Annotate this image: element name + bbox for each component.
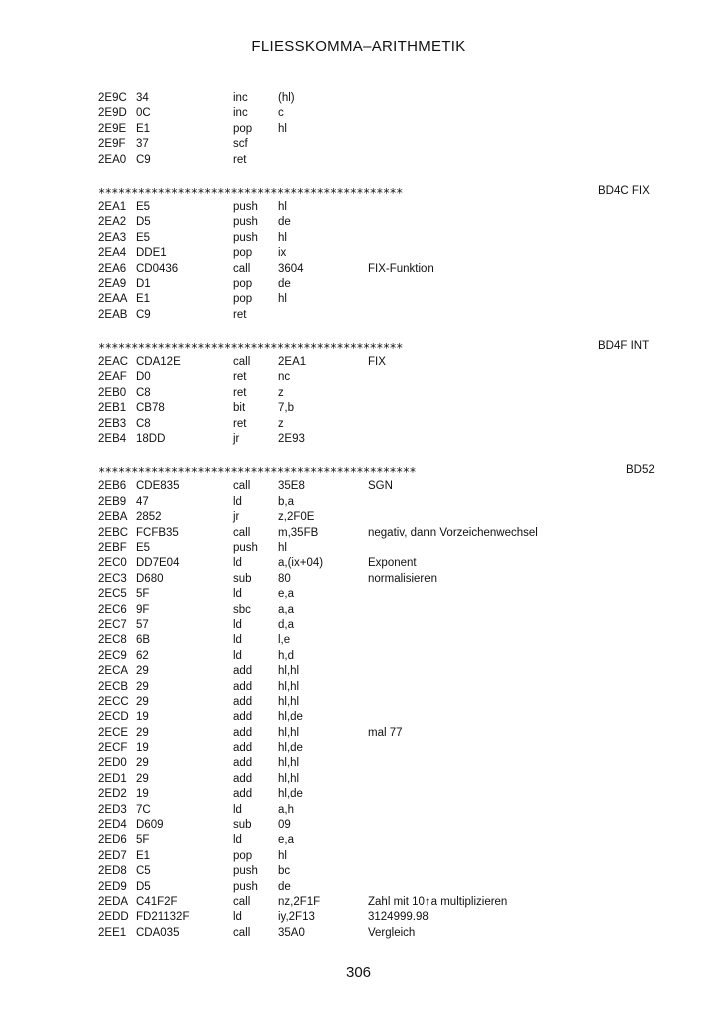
operand: hl <box>278 541 287 554</box>
listing-row <box>98 572 658 587</box>
hex-bytes: E1 <box>136 293 151 306</box>
address: 2ED3 <box>98 803 127 816</box>
listing-row <box>98 106 658 121</box>
mnemonic: add <box>233 772 253 785</box>
listing-row <box>98 91 658 106</box>
mnemonic: add <box>233 711 253 724</box>
separator-label: BD4C FIX <box>598 184 650 197</box>
hex-bytes: 0C <box>136 107 151 120</box>
address: 2E9D <box>98 107 127 120</box>
mnemonic: inc <box>233 107 248 120</box>
address: 2EB1 <box>98 402 127 415</box>
mnemonic: push <box>233 200 258 213</box>
operand: 35A0 <box>278 926 305 939</box>
hex-bytes: 2852 <box>136 511 162 524</box>
listing-row <box>98 880 658 895</box>
operand: a,h <box>278 803 294 816</box>
listing-row <box>98 231 658 246</box>
comment: 3124999.98 <box>368 911 429 924</box>
listing-row <box>98 292 658 307</box>
mnemonic: call <box>233 926 251 939</box>
operand: 2E93 <box>278 433 305 446</box>
comment: normalisieren <box>368 572 438 585</box>
operand: 7,b <box>278 402 294 415</box>
listing-row <box>98 726 658 741</box>
address: 2EC0 <box>98 557 127 570</box>
operand: c <box>278 107 284 120</box>
hex-bytes: D5 <box>136 880 151 893</box>
hex-bytes: 29 <box>136 772 149 785</box>
hex-bytes: CDA12E <box>136 356 181 369</box>
section-separator <box>98 461 658 479</box>
separator-stars: ********************************************** <box>98 341 403 356</box>
address: 2EA6 <box>98 262 127 275</box>
listing-row <box>98 849 658 864</box>
listing-row <box>98 618 658 633</box>
hex-bytes: 18DD <box>136 433 166 446</box>
address: 2E9C <box>98 92 127 104</box>
separator-stars: ************************************************ <box>98 465 416 480</box>
mnemonic: jr <box>233 511 240 524</box>
operand: e,a <box>278 588 294 601</box>
mnemonic: push <box>233 216 258 229</box>
listing-row <box>98 153 658 168</box>
operand: hl <box>278 122 287 135</box>
listing-row <box>98 401 658 416</box>
address: 2EC9 <box>98 649 127 662</box>
separator-stars: ********************************************** <box>98 185 403 200</box>
operand: de <box>278 880 291 893</box>
operand: hl <box>278 200 287 213</box>
address: 2ED7 <box>98 849 127 862</box>
hex-bytes: 37 <box>136 138 149 151</box>
mnemonic: add <box>233 726 253 739</box>
operand: 09 <box>278 819 291 832</box>
address: 2ECF <box>98 742 128 755</box>
listing-row <box>98 772 658 787</box>
mnemonic: sub <box>233 819 252 832</box>
mnemonic: ret <box>233 417 247 430</box>
hex-bytes: DD7E04 <box>136 557 180 570</box>
listing-row <box>98 122 658 137</box>
hex-bytes: C9 <box>136 153 151 166</box>
comment: negativ, dann Vorzeichenwechsel <box>368 526 538 539</box>
hex-bytes: 29 <box>136 726 149 739</box>
address: 2EE1 <box>98 926 127 939</box>
code-section <box>98 182 658 323</box>
hex-bytes: 19 <box>136 742 149 755</box>
operand: (hl) <box>278 92 295 104</box>
hex-bytes: 62 <box>136 649 149 662</box>
hex-bytes: 29 <box>136 680 149 693</box>
hex-bytes: DDE1 <box>136 247 167 260</box>
address: 2EAB <box>98 308 128 321</box>
address: 2ED6 <box>98 834 127 847</box>
mnemonic: pop <box>233 247 253 260</box>
mnemonic: ld <box>233 803 242 816</box>
operand: e,a <box>278 834 294 847</box>
operand: hl <box>278 293 287 306</box>
operand: nz,2F1F <box>278 895 321 908</box>
hex-bytes: 9F <box>136 603 150 616</box>
operand: a,a <box>278 603 294 616</box>
address: 2EBF <box>98 541 127 554</box>
mnemonic: pop <box>233 277 253 290</box>
listing-row <box>98 664 658 679</box>
hex-bytes: E5 <box>136 231 151 244</box>
operand: hl,de <box>278 711 303 724</box>
mnemonic: call <box>233 262 251 275</box>
listing-row <box>98 680 658 695</box>
listing-row <box>98 756 658 771</box>
comment: Zahl mit 10↑a multiplizieren <box>368 895 508 908</box>
mnemonic: bit <box>233 402 246 415</box>
mnemonic: ld <box>233 557 242 570</box>
page-number: 306 <box>345 964 372 981</box>
hex-bytes: 5F <box>136 588 150 601</box>
mnemonic: ret <box>233 386 247 399</box>
mnemonic: ret <box>233 308 247 321</box>
mnemonic: ret <box>233 153 247 166</box>
mnemonic: add <box>233 665 253 678</box>
mnemonic: ld <box>233 495 242 508</box>
listing-row <box>98 386 658 401</box>
code-section <box>98 337 658 447</box>
hex-bytes: C8 <box>136 417 151 430</box>
operand: hl,hl <box>278 680 300 693</box>
hex-bytes: C9 <box>136 308 151 321</box>
address: 2ED8 <box>98 865 127 878</box>
hex-bytes: FCFB35 <box>136 526 179 539</box>
mnemonic: scf <box>233 138 248 151</box>
operand: 80 <box>278 572 291 585</box>
separator-label: BD4F INT <box>598 340 650 353</box>
listing-row <box>98 556 658 571</box>
listing-row <box>98 787 658 802</box>
operand: h,d <box>278 649 294 662</box>
operand: hl,hl <box>278 665 300 678</box>
mnemonic: pop <box>233 122 253 135</box>
hex-bytes: 5F <box>136 834 150 847</box>
address: 2ED1 <box>98 772 127 785</box>
listing-row <box>98 215 658 230</box>
address: 2EA3 <box>98 231 127 244</box>
address: 2EB3 <box>98 417 127 430</box>
hex-bytes: CD0436 <box>136 262 179 275</box>
listing-row <box>98 355 658 370</box>
separator-label: BD52 <box>626 464 655 477</box>
hex-bytes: E5 <box>136 200 151 213</box>
listing-row <box>98 200 658 215</box>
address: 2EA0 <box>98 153 127 166</box>
address: 2EC7 <box>98 618 127 631</box>
hex-bytes: C41F2F <box>136 895 178 908</box>
hex-bytes: D609 <box>136 819 164 832</box>
listing-row <box>98 370 658 385</box>
hex-bytes: FD21132F <box>136 911 190 924</box>
mnemonic: push <box>233 865 258 878</box>
hex-bytes: CDA035 <box>136 926 180 939</box>
address: 2EBA <box>98 511 128 524</box>
address: 2EAF <box>98 371 127 384</box>
address: 2EAC <box>98 356 129 369</box>
mnemonic: call <box>233 895 251 908</box>
address: 2EC8 <box>98 634 127 647</box>
mnemonic: add <box>233 742 253 755</box>
address: 2E9F <box>98 138 126 151</box>
hex-bytes: 6B <box>136 634 151 647</box>
hex-bytes: 19 <box>136 788 149 801</box>
operand: z <box>278 386 284 399</box>
hex-bytes: 29 <box>136 665 149 678</box>
hex-bytes: C8 <box>136 386 151 399</box>
operand: hl,hl <box>278 772 300 785</box>
assembly-listing <box>98 91 658 955</box>
mnemonic: ld <box>233 588 242 601</box>
address: 2EBC <box>98 526 129 539</box>
address: 2E9E <box>98 122 127 135</box>
operand: ix <box>278 247 287 260</box>
mnemonic: add <box>233 695 253 708</box>
listing-row <box>98 479 658 494</box>
comment: Exponent <box>368 557 417 570</box>
mnemonic: jr <box>233 433 240 446</box>
mnemonic: inc <box>233 92 248 104</box>
listing-row <box>98 818 658 833</box>
hex-bytes: 57 <box>136 618 149 631</box>
address: 2EB6 <box>98 480 127 493</box>
page-title: FLIESSKOMMA–ARITHMETIK <box>251 38 466 55</box>
address: 2EAA <box>98 293 128 306</box>
hex-bytes: 7C <box>136 803 151 816</box>
address: 2EC6 <box>98 603 127 616</box>
address: 2ED4 <box>98 819 127 832</box>
hex-bytes: 34 <box>136 92 149 104</box>
mnemonic: call <box>233 356 251 369</box>
section-separator <box>98 182 658 200</box>
address: 2EDD <box>98 911 129 924</box>
address: 2ECC <box>98 695 129 708</box>
listing-row <box>98 895 658 910</box>
comment: FIX-Funktion <box>368 262 434 275</box>
listing-row <box>98 649 658 664</box>
listing-row <box>98 633 658 648</box>
hex-bytes: E1 <box>136 122 151 135</box>
listing-row <box>98 926 658 941</box>
listing-row <box>98 495 658 510</box>
listing-row <box>98 864 658 879</box>
hex-bytes: 29 <box>136 695 149 708</box>
listing-row <box>98 695 658 710</box>
mnemonic: pop <box>233 849 253 862</box>
mnemonic: add <box>233 788 253 801</box>
hex-bytes: D5 <box>136 216 151 229</box>
operand: hl <box>278 231 287 244</box>
listing-row <box>98 587 658 602</box>
mnemonic: sbc <box>233 603 251 616</box>
listing-row <box>98 510 658 525</box>
address: 2ECB <box>98 680 129 693</box>
listing-row <box>98 526 658 541</box>
address: 2EDA <box>98 895 129 908</box>
operand: l,e <box>278 634 291 647</box>
mnemonic: ld <box>233 911 242 924</box>
hex-bytes: 29 <box>136 757 149 770</box>
hex-bytes: D0 <box>136 371 151 384</box>
address: 2ECE <box>98 726 129 739</box>
address: 2EA1 <box>98 200 127 213</box>
mnemonic: pop <box>233 293 253 306</box>
listing-row <box>98 603 658 618</box>
listing-row <box>98 246 658 261</box>
mnemonic: call <box>233 480 251 493</box>
address: 2ED9 <box>98 880 127 893</box>
listing-row <box>98 541 658 556</box>
operand: iy,2F13 <box>278 911 315 924</box>
operand: 3604 <box>278 262 304 275</box>
listing-row <box>98 277 658 292</box>
operand: b,a <box>278 495 294 508</box>
mnemonic: ld <box>233 649 242 662</box>
address: 2EB0 <box>98 386 127 399</box>
operand: hl,hl <box>278 695 300 708</box>
hex-bytes: C5 <box>136 865 151 878</box>
operand: z <box>278 417 284 430</box>
mnemonic: ret <box>233 371 247 384</box>
address: 2ECA <box>98 665 129 678</box>
mnemonic: push <box>233 231 258 244</box>
mnemonic: push <box>233 541 258 554</box>
hex-bytes: E1 <box>136 849 151 862</box>
section-separator <box>98 337 658 355</box>
listing-row <box>98 432 658 447</box>
operand: hl,de <box>278 788 303 801</box>
operand: de <box>278 277 291 290</box>
code-section <box>98 461 658 941</box>
address: 2ECD <box>98 711 129 724</box>
code-section <box>98 91 658 168</box>
listing-row <box>98 308 658 323</box>
operand: hl,de <box>278 742 303 755</box>
address: 2EA4 <box>98 247 127 260</box>
operand: z,2F0E <box>278 511 315 524</box>
operand: bc <box>278 865 291 878</box>
listing-row <box>98 741 658 756</box>
hex-bytes: 47 <box>136 495 149 508</box>
address: 2EC5 <box>98 588 127 601</box>
hex-bytes: CB78 <box>136 402 165 415</box>
comment: SGN <box>368 480 393 493</box>
mnemonic: add <box>233 680 253 693</box>
operand: hl,hl <box>278 757 300 770</box>
hex-bytes: E5 <box>136 541 151 554</box>
operand: d,a <box>278 618 294 631</box>
operand: a,(ix+04) <box>278 557 324 570</box>
hex-bytes: 19 <box>136 711 149 724</box>
listing-row <box>98 803 658 818</box>
hex-bytes: D680 <box>136 572 164 585</box>
operand: 35E8 <box>278 480 305 493</box>
listing-row <box>98 710 658 725</box>
address: 2ED0 <box>98 757 127 770</box>
mnemonic: ld <box>233 834 242 847</box>
mnemonic: add <box>233 757 253 770</box>
operand: hl <box>278 849 287 862</box>
operand: 2EA1 <box>278 356 307 369</box>
listing-row <box>98 910 658 925</box>
operand: de <box>278 216 291 229</box>
comment: FIX <box>368 356 386 369</box>
operand: nc <box>278 371 291 384</box>
comment: mal 77 <box>368 726 403 739</box>
listing-row <box>98 417 658 432</box>
mnemonic: call <box>233 526 251 539</box>
mnemonic: ld <box>233 634 242 647</box>
hex-bytes: CDE835 <box>136 480 180 493</box>
address: 2EA9 <box>98 277 127 290</box>
mnemonic: sub <box>233 572 252 585</box>
operand: m,35FB <box>278 526 319 539</box>
address: 2EA2 <box>98 216 127 229</box>
mnemonic: push <box>233 880 258 893</box>
address: 2EB4 <box>98 433 127 446</box>
address: 2EC3 <box>98 572 127 585</box>
listing-row <box>98 137 658 152</box>
address: 2EB9 <box>98 495 127 508</box>
hex-bytes: D1 <box>136 277 151 290</box>
mnemonic: ld <box>233 618 242 631</box>
address: 2ED2 <box>98 788 127 801</box>
listing-row <box>98 833 658 848</box>
comment: Vergleich <box>368 926 416 939</box>
listing-row <box>98 262 658 277</box>
operand: hl,hl <box>278 726 300 739</box>
